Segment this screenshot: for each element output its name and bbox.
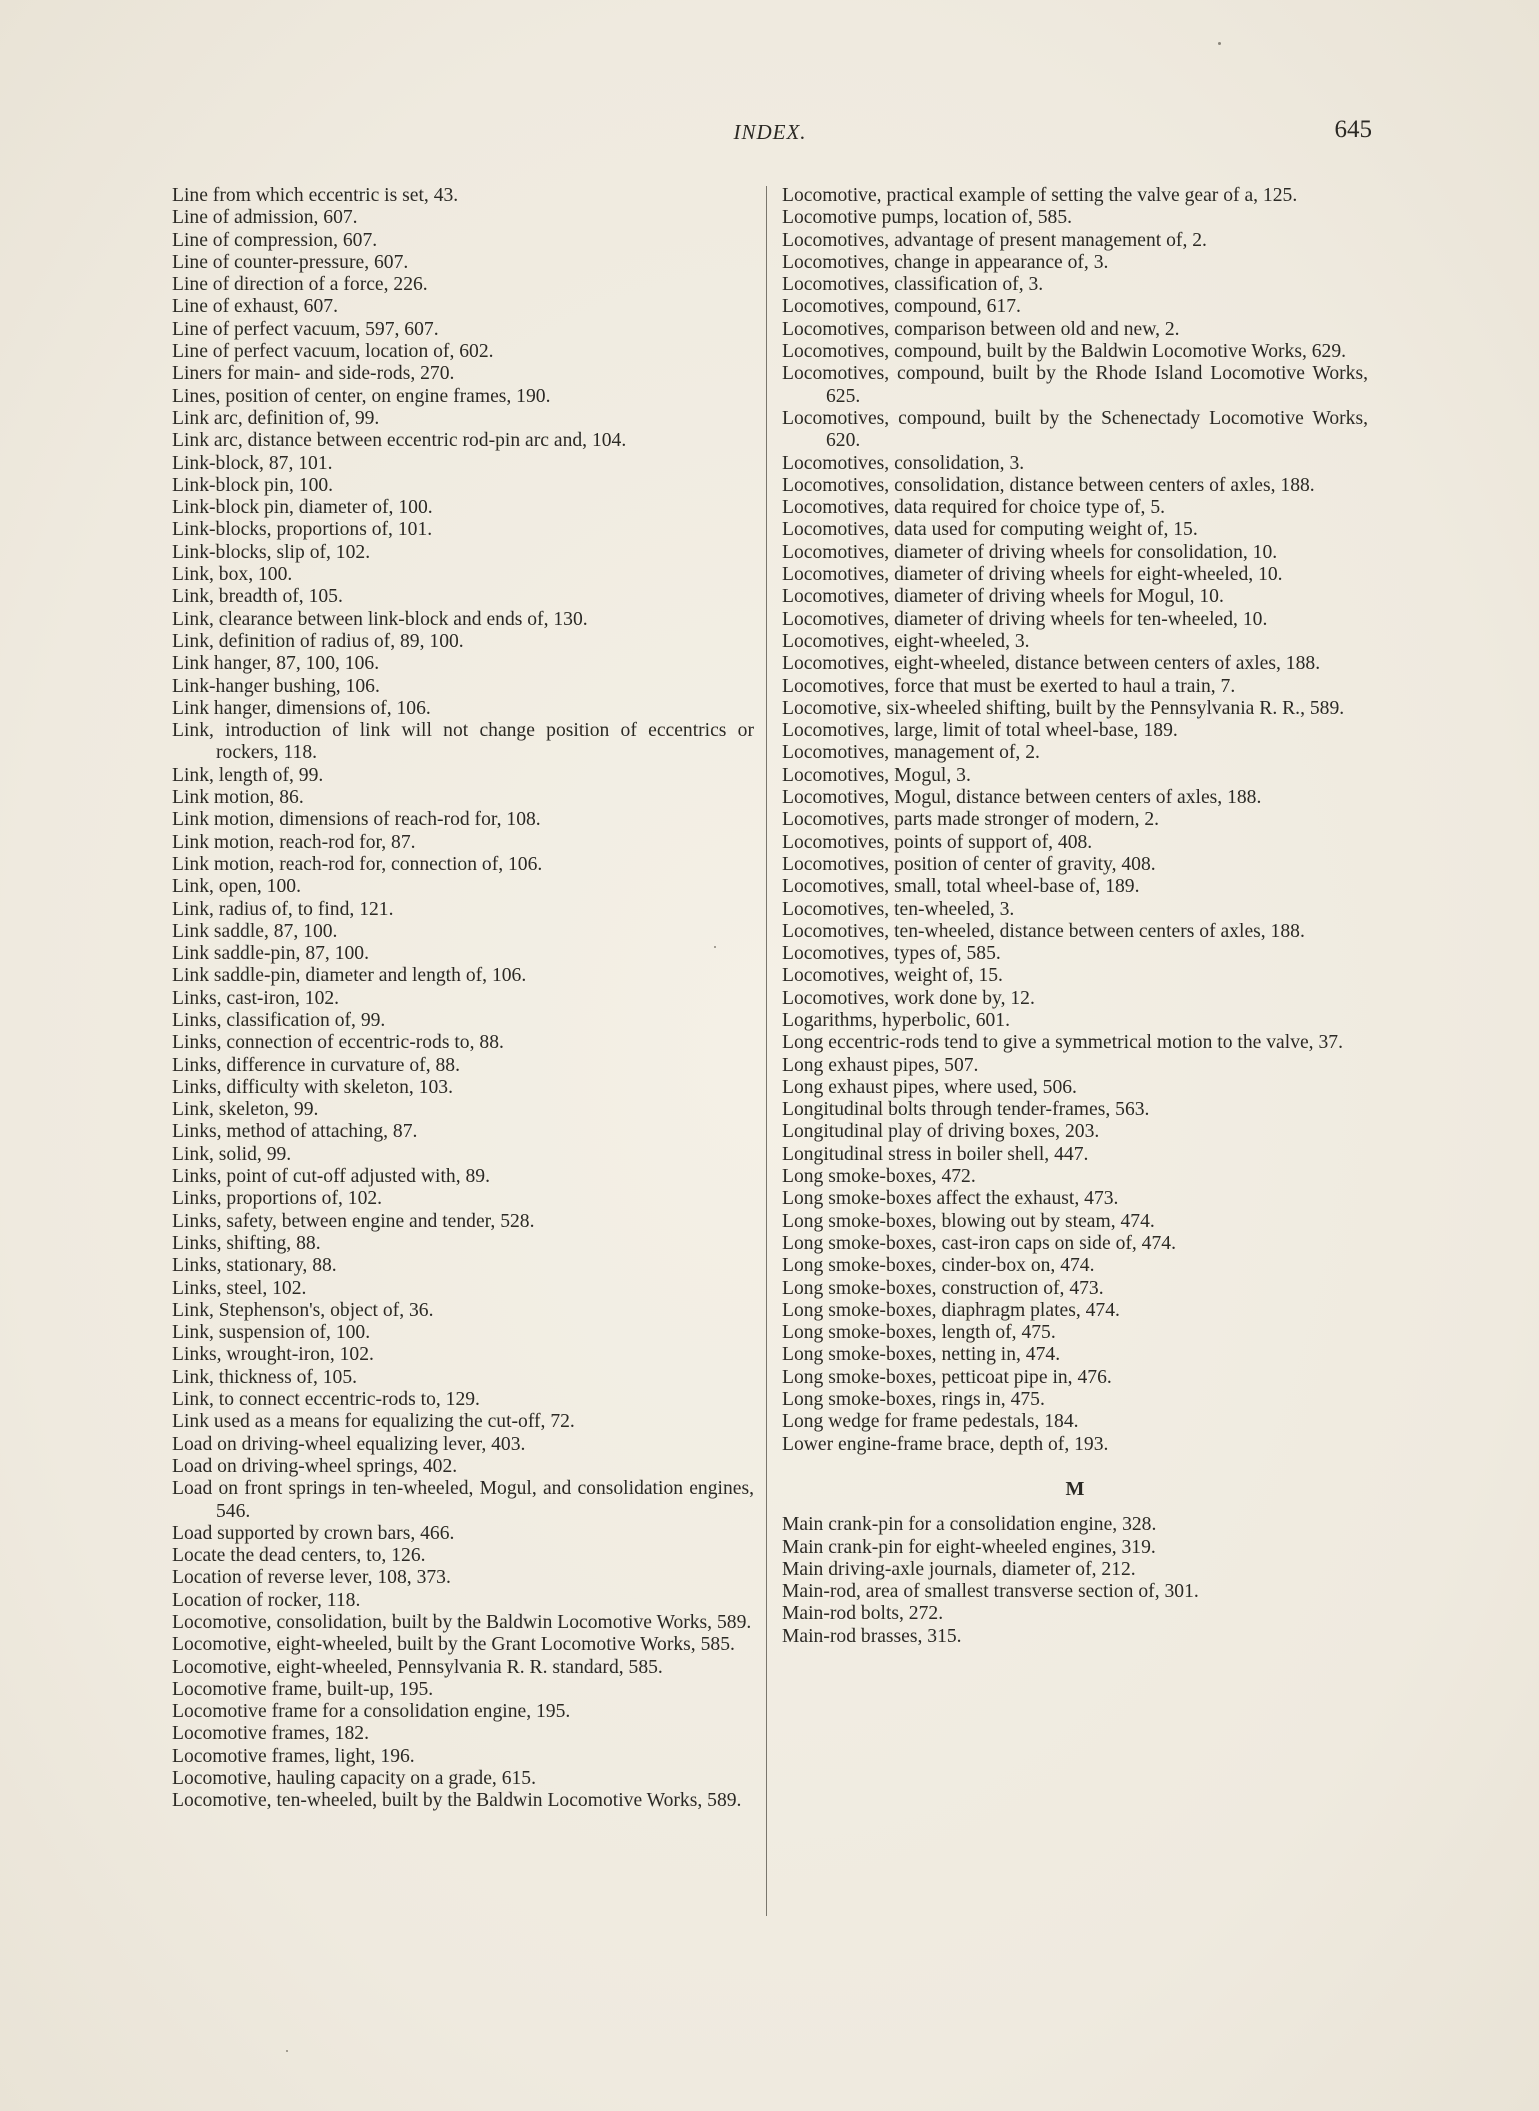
index-entry: Locomotives, compound, built by the Baldwin Locomotive Works, 629. [782, 341, 1347, 363]
index-entry: Link motion, reach-rod for, 87. [172, 831, 416, 853]
index-entry: Main crank-pin for eight-wheeled engines, 319. [782, 1536, 1156, 1558]
index-entry: Locomotives, diameter of driving wheels for consolidation, 10. [782, 541, 1278, 563]
index-entry: Links, method of attaching, 87. [172, 1121, 418, 1143]
paper-speck [1218, 42, 1221, 45]
index-entry: Locomotives, comparison between old and new, 2. [782, 318, 1180, 340]
index-entry: Link, to connect eccentric-rods to, 129. [172, 1389, 480, 1411]
index-entry: Locomotives, advantage of present management of, 2. [782, 229, 1207, 251]
index-entry: Locomotive, six-wheeled shifting, built by the Pennsylvania R. R., 589. [782, 697, 1345, 719]
index-entry: Link hanger, 87, 100, 106. [172, 653, 380, 675]
index-entry: Long smoke-boxes, netting in, 474. [782, 1344, 1061, 1366]
index-entry: Link arc, definition of, 99. [172, 407, 380, 429]
index-entry: Link, thickness of, 105. [172, 1366, 358, 1388]
index-entry: Locomotives, compound, built by the Schenectady Locomotive Works, 620. [782, 407, 1368, 452]
index-entry: Locomotive, hauling capacity on a grade, 615. [172, 1768, 536, 1790]
index-entry: Link-block pin, diameter of, 100. [172, 497, 433, 519]
index-entry: Locomotive frames, 182. [172, 1723, 369, 1745]
index-entry: Locomotive pumps, location of, 585. [782, 207, 1073, 229]
index-entry: Link saddle, 87, 100. [172, 920, 338, 942]
index-entry: Line from which eccentric is set, 43. [172, 185, 459, 206]
index-entry: Locomotives, Mogul, 3. [782, 764, 971, 786]
index-entry: Location of rocker, 118. [172, 1589, 361, 1611]
index-entry: Link, length of, 99. [172, 764, 324, 786]
index-entry: Locomotive frame for a consolidation engine, 195. [172, 1701, 571, 1723]
index-entry: Main-rod bolts, 272. [782, 1603, 944, 1625]
column-divider [766, 186, 767, 1916]
index-entry: Load on driving-wheel springs, 402. [172, 1455, 458, 1477]
index-entry: Long smoke-boxes, blowing out by steam, 474. [782, 1210, 1155, 1232]
index-entry: Locomotives, position of center of gravity, 408. [782, 853, 1156, 875]
running-head: INDEX. [733, 120, 807, 144]
index-entry: Long wedge for frame pedestals, 184. [782, 1411, 1079, 1433]
index-entry: Load supported by crown bars, 466. [172, 1522, 455, 1544]
index-entry: Links, cast-iron, 102. [172, 987, 340, 1009]
index-entry: Locomotive frame, built-up, 195. [172, 1678, 434, 1700]
index-entry: Locomotives, Mogul, distance between centers of axles, 188. [782, 787, 1262, 809]
index-entry: Locomotives, force that must be exerted to haul a train, 7. [782, 675, 1236, 697]
index-column-right [782, 185, 1368, 1648]
index-entries-l [782, 185, 1368, 1456]
index-entry: Line of perfect vacuum, location of, 602. [172, 341, 494, 363]
paper-speck [714, 946, 716, 948]
index-entry: Long smoke-boxes, length of, 475. [782, 1322, 1056, 1344]
index-entry: Locomotives, diameter of driving wheels for ten-wheeled, 10. [782, 608, 1268, 630]
index-entry: Links, wrought-iron, 102. [172, 1344, 374, 1366]
index-entry: Locomotives, data used for computing weight of, 15. [782, 519, 1198, 541]
index-entry: Line of direction of a force, 226. [172, 274, 428, 296]
index-entry: Locomotive frames, light, 196. [172, 1745, 415, 1767]
index-entry: Link saddle-pin, 87, 100. [172, 943, 369, 965]
index-entry: Link, definition of radius of, 89, 100. [172, 630, 464, 652]
index-entry: Locomotives, consolidation, distance between centers of axles, 188. [782, 474, 1315, 496]
index-entry: Line of compression, 607. [172, 229, 378, 251]
page-header [170, 116, 1372, 156]
index-entry: Location of reverse lever, 108, 373. [172, 1567, 451, 1589]
index-entry: Line of perfect vacuum, 597, 607. [172, 318, 439, 340]
index-entry: Longitudinal play of driving boxes, 203. [782, 1121, 1100, 1143]
index-entry: Locomotives, compound, 617. [782, 296, 1021, 318]
index-entry: Main driving-axle journals, diameter of, 212. [782, 1558, 1136, 1580]
index-entry: Long smoke-boxes, diaphragm plates, 474. [782, 1299, 1120, 1321]
index-entry: Long smoke-boxes, 472. [782, 1166, 976, 1188]
index-entry: Links, classification of, 99. [172, 1009, 386, 1031]
index-entry: Locomotives, management of, 2. [782, 742, 1040, 764]
index-entry: Locomotives, ten-wheeled, 3. [782, 898, 1015, 920]
index-entry: Locomotive, eight-wheeled, built by the Grant Locomotive Works, 585. [172, 1634, 735, 1656]
index-entry: Locomotives, types of, 585. [782, 943, 1001, 965]
index-column-left [172, 185, 754, 1813]
index-entry: Link hanger, dimensions of, 106. [172, 697, 431, 719]
index-entry: Links, connection of eccentric-rods to, 88. [172, 1032, 504, 1054]
index-entry: Long eccentric-rods tend to give a symmetrical motion to the valve, 37. [782, 1032, 1343, 1054]
index-entry: Main-rod, area of smallest transverse section of, 301. [782, 1581, 1199, 1603]
section-letter-m: M [1065, 1477, 1085, 1500]
index-entry: Link, suspension of, 100. [172, 1322, 371, 1344]
paper-speck [286, 2050, 288, 2052]
index-entry: Long exhaust pipes, 507. [782, 1054, 979, 1076]
index-entry: Locomotives, small, total wheel-base of, 189. [782, 876, 1140, 898]
index-entry: Liners for main- and side-rods, 270. [172, 363, 455, 385]
index-entry: Longitudinal bolts through tender-frames, 563. [782, 1099, 1150, 1121]
index-entry: Link motion, dimensions of reach-rod for, 108. [172, 809, 541, 831]
index-entry: Locomotive, eight-wheeled, Pennsylvania R. R. standard, 585. [172, 1656, 663, 1678]
index-entry: Locomotive, practical example of setting the valve gear of a, 125. [782, 185, 1298, 206]
index-entry: Link, open, 100. [172, 876, 301, 898]
page-number: 645 [1334, 116, 1372, 143]
index-entry: Line of admission, 607. [172, 207, 358, 229]
index-entry: Main crank-pin for a consolidation engine, 328. [782, 1514, 1157, 1536]
index-entry: Line of exhaust, 607. [172, 296, 338, 318]
index-entry: Link, Stephenson's, object of, 36. [172, 1299, 434, 1321]
index-entry: Long smoke-boxes affect the exhaust, 473. [782, 1188, 1119, 1210]
index-entry: Locomotives, work done by, 12. [782, 987, 1035, 1009]
index-entry: Link, skeleton, 99. [172, 1099, 319, 1121]
index-entry: Lower engine-frame brace, depth of, 193. [782, 1433, 1109, 1455]
index-entry: Link-blocks, proportions of, 101. [172, 519, 433, 541]
index-entry: Locomotives, weight of, 15. [782, 965, 1003, 987]
index-entry: Links, difference in curvature of, 88. [172, 1054, 460, 1076]
index-entry: Links, stationary, 88. [172, 1255, 337, 1277]
index-entry: Long smoke-boxes, rings in, 475. [782, 1389, 1045, 1411]
index-entry: Link, introduction of link will not change position of eccentrics or rockers, 118. [172, 720, 754, 764]
index-entry: Line of counter-pressure, 607. [172, 251, 409, 273]
index-entry: Locomotive, consolidation, built by the Baldwin Locomotive Works, 589. [172, 1612, 752, 1633]
index-entry: Long smoke-boxes, cast-iron caps on side of, 474. [782, 1232, 1176, 1254]
index-entry: Link, box, 100. [172, 564, 293, 586]
index-entry: Load on driving-wheel equalizing lever, 403. [172, 1433, 526, 1455]
index-entry: Link, breadth of, 105. [172, 586, 343, 608]
index-entry: Link motion, reach-rod for, connection of, 106. [172, 853, 543, 875]
index-entry: Locomotives, data required for choice type of, 5. [782, 497, 1166, 519]
index-entry: Link-blocks, slip of, 102. [172, 541, 371, 563]
index-entry: Long smoke-boxes, cinder-box on, 474. [782, 1255, 1095, 1277]
index-entry: Link used as a means for equalizing the cut-off, 72. [172, 1411, 575, 1433]
index-entry: Locomotive, ten-wheeled, built by the Baldwin Locomotive Works, 589. [172, 1790, 742, 1812]
index-entry: Long smoke-boxes, petticoat pipe in, 476. [782, 1366, 1112, 1388]
index-entry: Locomotives, points of support of, 408. [782, 831, 1093, 853]
index-entry: Locomotives, eight-wheeled, 3. [782, 630, 1030, 652]
index-entry: Locomotives, ten-wheeled, distance between centers of axles, 188. [782, 920, 1305, 942]
index-entry: Locomotives, diameter of driving wheels for eight-wheeled, 10. [782, 564, 1283, 586]
index-entry: Links, point of cut-off adjusted with, 89. [172, 1166, 490, 1188]
index-entry: Logarithms, hyperbolic, 601. [782, 1009, 1011, 1031]
index-entry: Link-block pin, 100. [172, 474, 334, 496]
index-entry: Locomotives, consolidation, 3. [782, 452, 1025, 474]
index-entry: Long smoke-boxes, construction of, 473. [782, 1277, 1104, 1299]
index-entry: Link, radius of, to find, 121. [172, 898, 394, 920]
index-entry: Locomotives, compound, built by the Rhode Island Locomotive Works, 625. [782, 363, 1368, 407]
index-entry: Link motion, 86. [172, 787, 304, 809]
index-entry: Lines, position of center, on engine frames, 190. [172, 385, 551, 407]
index-entry: Locomotives, diameter of driving wheels for Mogul, 10. [782, 586, 1224, 608]
index-entry: Locate the dead centers, to, 126. [172, 1545, 426, 1567]
index-entry: Links, steel, 102. [172, 1277, 307, 1299]
index-entry: Links, difficulty with skeleton, 103. [172, 1076, 453, 1098]
index-entry: Links, safety, between engine and tender, 528. [172, 1210, 535, 1232]
index-entry: Link, solid, 99. [172, 1143, 292, 1165]
index-entry: Links, proportions of, 102. [172, 1188, 383, 1210]
index-entry: Link arc, distance between eccentric rod-pin arc and, 104. [172, 430, 627, 452]
index-entry: Load on front springs in ten-wheeled, Mogul, and consolidation engines, 546. [172, 1478, 754, 1522]
index-entry: Links, shifting, 88. [172, 1232, 321, 1254]
index-entry: Link-block, 87, 101. [172, 452, 333, 474]
index-entry: Locomotives, parts made stronger of modern, 2. [782, 809, 1160, 831]
index-entry: Link, clearance between link-block and ends of, 130. [172, 608, 588, 630]
index-entry: Locomotives, change in appearance of, 3. [782, 251, 1109, 273]
index-entries-m [782, 1514, 1368, 1648]
index-entry: Main-rod brasses, 315. [782, 1625, 962, 1647]
index-entry: Longitudinal stress in boiler shell, 447. [782, 1143, 1089, 1165]
index-entry: Locomotives, classification of, 3. [782, 274, 1044, 296]
index-entry: Link saddle-pin, diameter and length of, 106. [172, 965, 527, 987]
index-entry: Locomotives, eight-wheeled, distance between centers of axles, 188. [782, 653, 1321, 675]
index-entry: Locomotives, large, limit of total wheel-base, 189. [782, 720, 1178, 742]
index-entry: Long exhaust pipes, where used, 506. [782, 1076, 1077, 1098]
index-entry: Link-hanger bushing, 106. [172, 675, 380, 697]
